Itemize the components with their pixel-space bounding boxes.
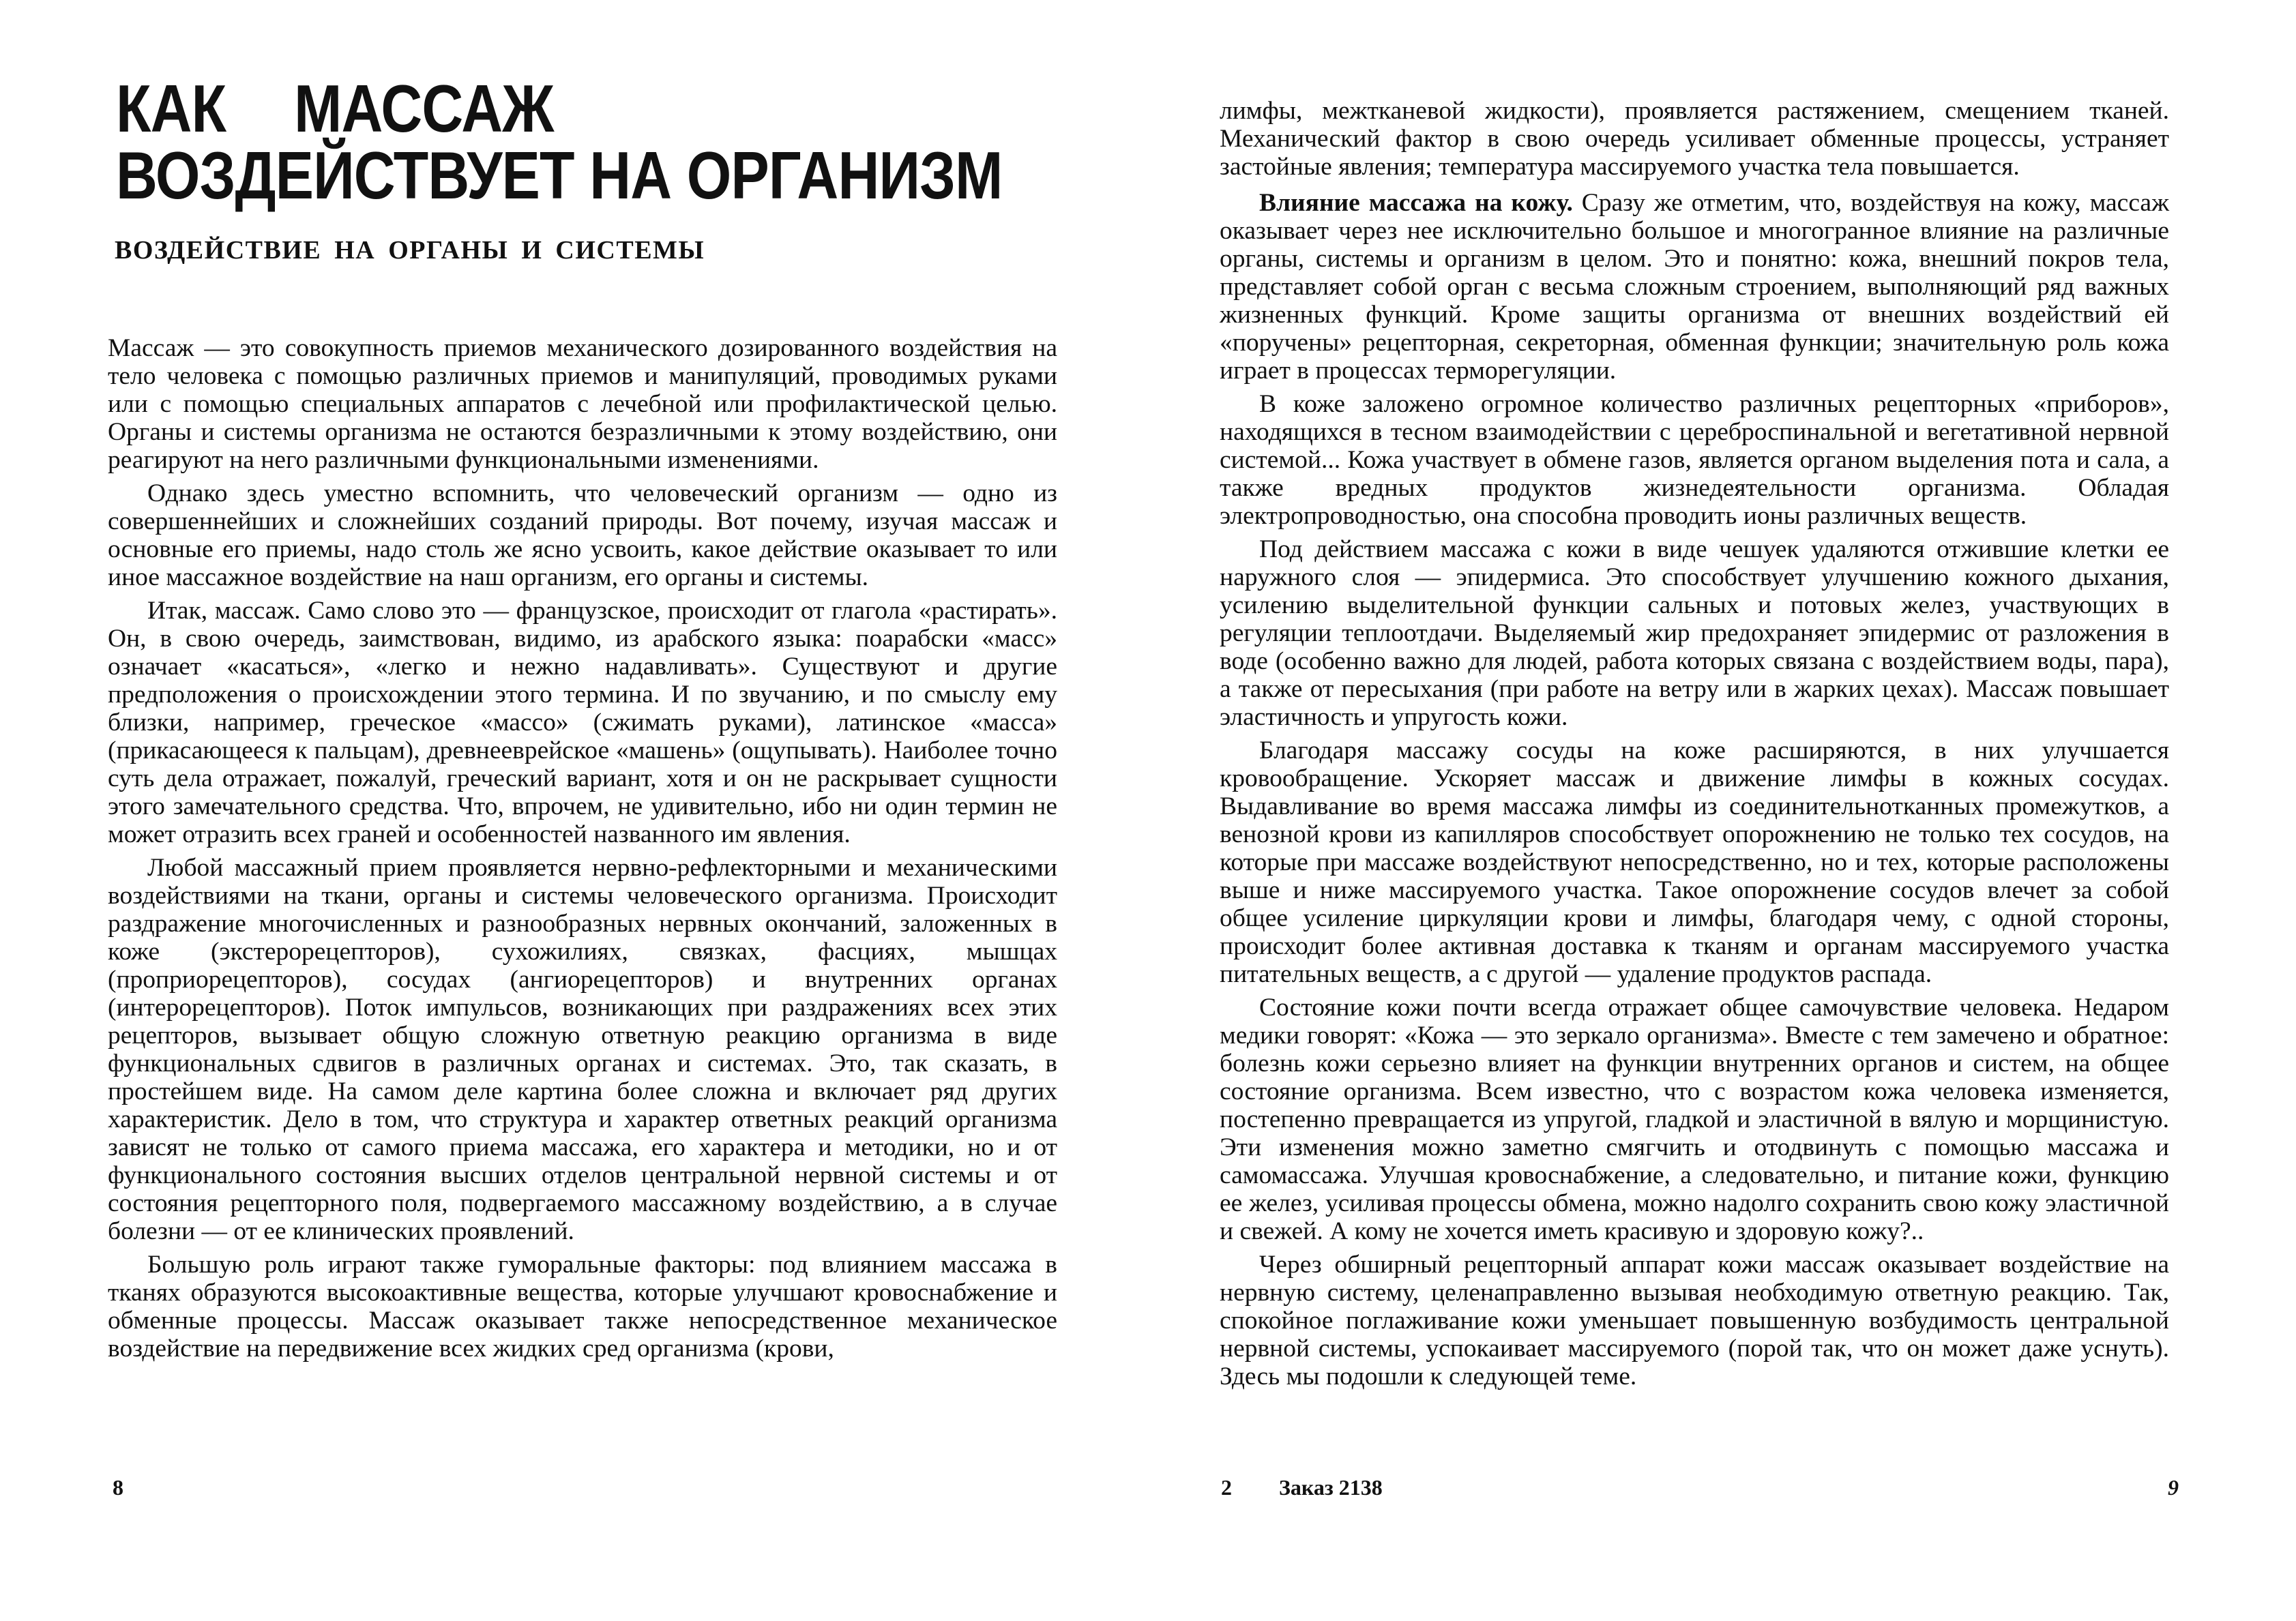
paragraph: Итак, массаж. Само слово это — французское, происходит от глагола «растирать». Он, в свою очередь, заимствован, видимо, из арабского языка: поарабски «масс» означает «касаться», «легко и нежно надавливать». Существуют и другие предположения о происхождении этого термина. И по звучанию, и по смыслу ему близки, например, греческое «массо» (сжимать руками), латинское «масса» (прикасающееся к пальцам), древнееврейское «машень» (ощупывать). Наиболее точно суть дела отражает, пожалуй, греческий вариант, хотя и он не раскрывает сущности этого замечательного средства. Что, впрочем, не удивительно, ибо ни один термин не может отразить всех граней и особенностей названного им явления. [108,597,1057,848]
paragraph: Массаж — это совокупность приемов механического дозированного воздействия на тело человека с помощью различных приемов и манипуляций, проводимых руками или с помощью специальных аппаратов с лечебной или профилактической целью. Органы и системы организма не остаются безразличными к этому воздействию, они реагируют на него различными функциональными изменениями. [108,334,1057,474]
paragraph: Через обширный рецепторный аппарат кожи массаж оказывает воздействие на нервную систему, целенаправленно вызывая необходимую ответную реакцию. Так, спокойное поглаживание кожи уменьшает повышенную возбудимость центральной нервной системы, успокаивает массируемого (порой так, что он может даже уснуть). Здесь мы подошли к следующей теме. [1220,1251,2169,1391]
right-body-text [1220,97,2169,1396]
paragraph: лимфы, межтканевой жидкости), проявляется растяжением, смещением тканей. Механический фактор в свою очередь усиливает обменные процессы, устраняет застойные явления; температура массируемого участка тела повышается. [1220,97,2169,181]
paragraph: В коже заложено огромное количество различных рецепторных «приборов», находящихся в тесном взаимодействии с цереброспинальной и вегетативной нервной системой... Кожа участвует в обмене газов, является органом выделения пота и сала, а также вредных продуктов жизнедеятельности организма. Обладая электропроводностью, она способна проводить ионы различных веществ. [1220,390,2169,530]
paragraph: Любой массажный прием проявляется нервно-рефлекторными и механическими воздействиями на ткани, органы и системы человеческого организма. Происходит раздражение многочисленных и разнообразных нервных окончаний, заложенных в коже (экстерорецепторов), сухожилиях, связках, фасциях, мышцах (проприорецепторов), сосудах (ангиорецепторов) и внутренних органах (интерорецепторов). Поток импульсов, возникающих при раздражениях всех этих рецепторов, вызывает общую сложную ответную реакцию организма в виде функциональных сдвигов в различных органах и системах. Это, так сказать, в простейшем виде. На самом деле картина более сложна и включает ряд других характеристик. Дело в том, что структура и характер ответных реакций организма зависят не только от самого приема массажа, его характера и методики, но и от функционального состояния высших отделов центральной нервной системы и от состояния рецепторного поля, подвергаемого массажному воздействию, а в случае болезни — от ее клинических проявлений. [108,854,1057,1245]
signature-number: 2 [1221,1475,1232,1500]
paragraph: Большую роль играют также гуморальные факторы: под влиянием массажа в тканях образуются высокоактивные вещества, которые улучшают кровоснабжение и обменные процессы. Массаж оказывает также непосредственное механическое воздействие на передвижение всех жидких сред организма (крови, [108,1251,1057,1363]
chapter-title-line-2: ВОЗДЕЙСТВУЕТ НА ОРГАНИЗМ [116,138,1003,213]
left-body-text [108,334,1057,1368]
paragraph-skin-intro [1220,189,2169,385]
right-page [1148,0,2296,1621]
chapter-title [116,71,1003,213]
paragraph: Состояние кожи почти всегда отражает общее самочувствие человека. Недаром медики говорят: «Кожа — это зеркало организма». Вместе с тем замечено и обратное: болезнь кожи серьезно влияет на функции внутренних органов и систем, на общее состояние организма. Всем известно, что с возрастом кожа человека изменяется, постепенно превращается из упругой, гладкой и эластичной в вялую и морщинистую. Эти изменения можно заметно смягчить и отодвинуть с помощью массажа и самомассажа. Улучшая кровоснабжение, а следовательно, и питание кожи, функцию ее желез, усиливая процессы обмена, можно надолго сохранить свою кожу эластичной и свежей. А кому не хочется иметь красивую и здоровую кожу?.. [1220,994,2169,1245]
run-in-heading: Влияние массажа на кожу. [1259,189,1573,217]
paragraph: Однако здесь уместно вспомнить, что человеческий организм — одно из совершеннейших и сложнейших созданий природы. Вот почему, изучая массаж и основные его приемы, надо столь же ясно усвоить, какое действие оказывает то или иное массажное воздействие на наш организм, его органы и системы. [108,479,1057,591]
section-title: ВОЗДЕЙСТВИЕ НА ОРГАНЫ И СИСТЕМЫ [115,236,705,265]
page-number-right: 9 [2168,1475,2179,1500]
page-number-left: 8 [113,1475,123,1500]
chapter-title-line-1: КАК МАССАЖ [116,71,554,146]
paragraph: Благодаря массажу сосуды на коже расширяются, в них улучшается кровообращение. Ускоряет массаж и движение лимфы в кожных сосудах. Выдавливание во время массажа лимфы из соединительнотканных промежутков, а венозной крови из капилляров способствует опорожнению не только тех сосудов, на которые при массаже воздействуют непосредственно, но и тех, которые расположены выше и ниже массируемого участка. Такое опорожнение сосудов влечет за собой общее усиление циркуляции крови и лимфы, благодаря чему, с одной стороны, происходит более активная доставка к тканям и органам массируемого участка питательных веществ, а с другой — удаление продуктов распада. [1220,737,2169,988]
paragraph-text: Сразу же отметим, что, воздействуя на кожу, массаж оказывает через нее исключительно большое и многогранное влияние на различные органы, системы и организм в целом. Это и понятно: кожа, внешний покров тела, представляет собой орган с весьма сложным строением, выполняющий ряд важных жизненных функций. Кроме защиты организма от внешних воздействий ей «поручены» рецепторная, секреторная, обменная функции; значительную роль кожа играет в процессах терморегуляции. [1220,189,2169,385]
printer-order-mark: Заказ 2138 [1279,1475,1383,1500]
paragraph: Под действием массажа с кожи в виде чешуек удаляются отжившие клетки ее наружного слоя — эпидермиса. Это способствует улучшению кожного дыхания, усилению выделительной функции сальных и потовых желез, участвующих в регуляции теплоотдачи. Выделяемый жир предохраняет эпидермис от разложения в воде (особенно важно для людей, работа которых связана с воздействием воды, пара), а также от пересыхания (при работе на ветру или в жарких цехах). Массаж повышает эластичность и упругость кожи. [1220,535,2169,731]
